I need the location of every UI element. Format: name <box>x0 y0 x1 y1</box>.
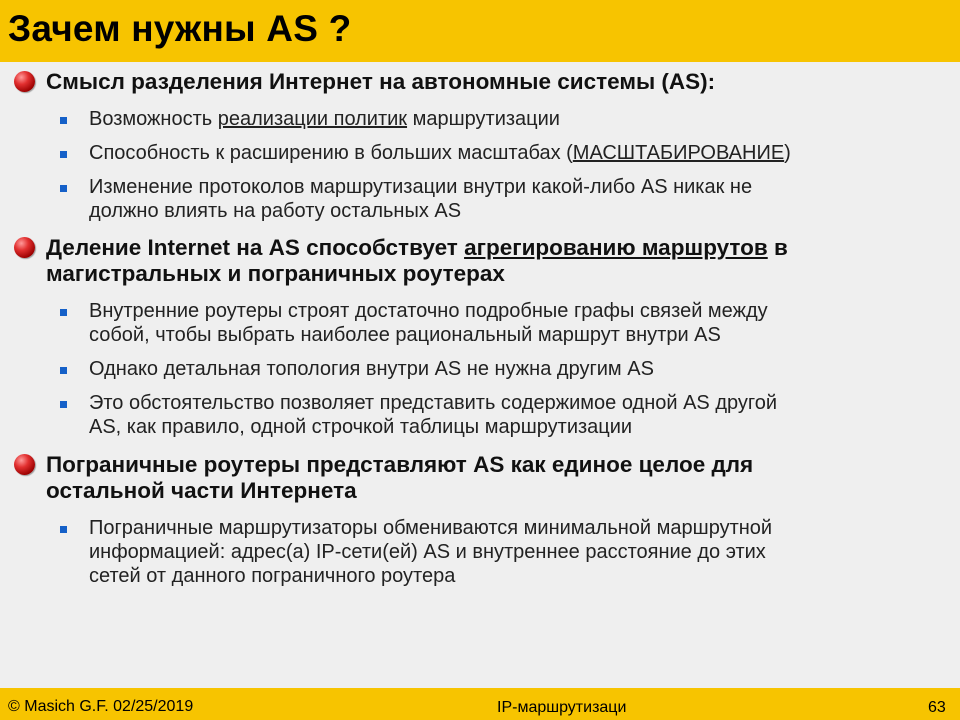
square-bullet-icon <box>60 117 67 124</box>
text: Способность к расширению в больших масштабах ( <box>89 142 573 164</box>
sub-bullet-1-1 <box>89 107 929 131</box>
sub-bullet-2-1 <box>89 299 929 347</box>
bullet-3 <box>46 452 926 504</box>
line: информацией: адрес(а) IP-сети(ей) AS и внутреннее расстояние до этих <box>89 541 766 563</box>
sub-bullet-1-3 <box>89 175 929 223</box>
square-bullet-icon <box>60 151 67 158</box>
bullet-1: Смысл разделения Интернет на автономные системы (AS): <box>46 69 716 94</box>
line: собой, чтобы выбрать наиболее рациональный маршрут внутри AS <box>89 324 721 346</box>
text: в <box>767 235 788 260</box>
square-bullet-icon <box>60 367 67 374</box>
text: маршрутизации <box>407 108 560 130</box>
line: AS, как правило, одной строчкой таблицы маршрутизации <box>89 416 633 438</box>
underlined-term: МАСШТАБИРОВАНИЕ <box>572 142 785 164</box>
footer-copyright: © Masich G.F. 02/25/2019 <box>8 698 194 715</box>
text: Возможность <box>89 108 218 130</box>
square-bullet-icon <box>60 526 67 533</box>
sub-bullet-2-3 <box>89 391 929 439</box>
sub-bullet-2-2 <box>89 357 929 381</box>
square-bullet-icon <box>60 401 67 408</box>
square-bullet-icon <box>60 309 67 316</box>
line: Пограничные маршрутизаторы обмениваются минимальной маршрутной <box>89 517 773 539</box>
line: Изменение протоколов маршрутизации внутри какой-либо AS никак не <box>89 176 753 198</box>
line: Внутренние роутеры строят достаточно подробные графы связей между <box>89 300 768 322</box>
text: Деление Internet на AS способствует <box>46 235 465 260</box>
line: Это обстоятельство позволяет представить содержимое одной AS другой <box>89 392 778 414</box>
line <box>46 235 926 261</box>
bullet-2 <box>46 235 926 287</box>
bullet-ball-icon <box>14 71 35 92</box>
page-number: 63 <box>928 699 946 716</box>
line: Пограничные роутеры представляют AS как единое целое для <box>46 452 754 477</box>
bullet-ball-icon <box>14 237 35 258</box>
underlined-term: агрегированию маршрутов <box>464 235 768 260</box>
footer-center-title: IP-маршрутизаци <box>497 699 627 716</box>
line: должно влиять на работу остальных AS <box>89 200 462 222</box>
line: сетей от данного пограничного роутера <box>89 565 456 587</box>
line: остальной части Интернета <box>46 478 357 503</box>
bullet-ball-icon <box>14 454 35 475</box>
text: ) <box>784 142 791 164</box>
line: Однако детальная топология внутри AS не нужна другим AS <box>89 358 654 380</box>
line: магистральных и пограничных роутерах <box>46 261 505 286</box>
square-bullet-icon <box>60 185 67 192</box>
slide-title: Зачем нужны AS ? <box>8 8 352 49</box>
underlined-term: реализации политик <box>217 108 408 130</box>
sub-bullet-3-1 <box>89 516 929 588</box>
sub-bullet-1-2 <box>89 141 929 165</box>
